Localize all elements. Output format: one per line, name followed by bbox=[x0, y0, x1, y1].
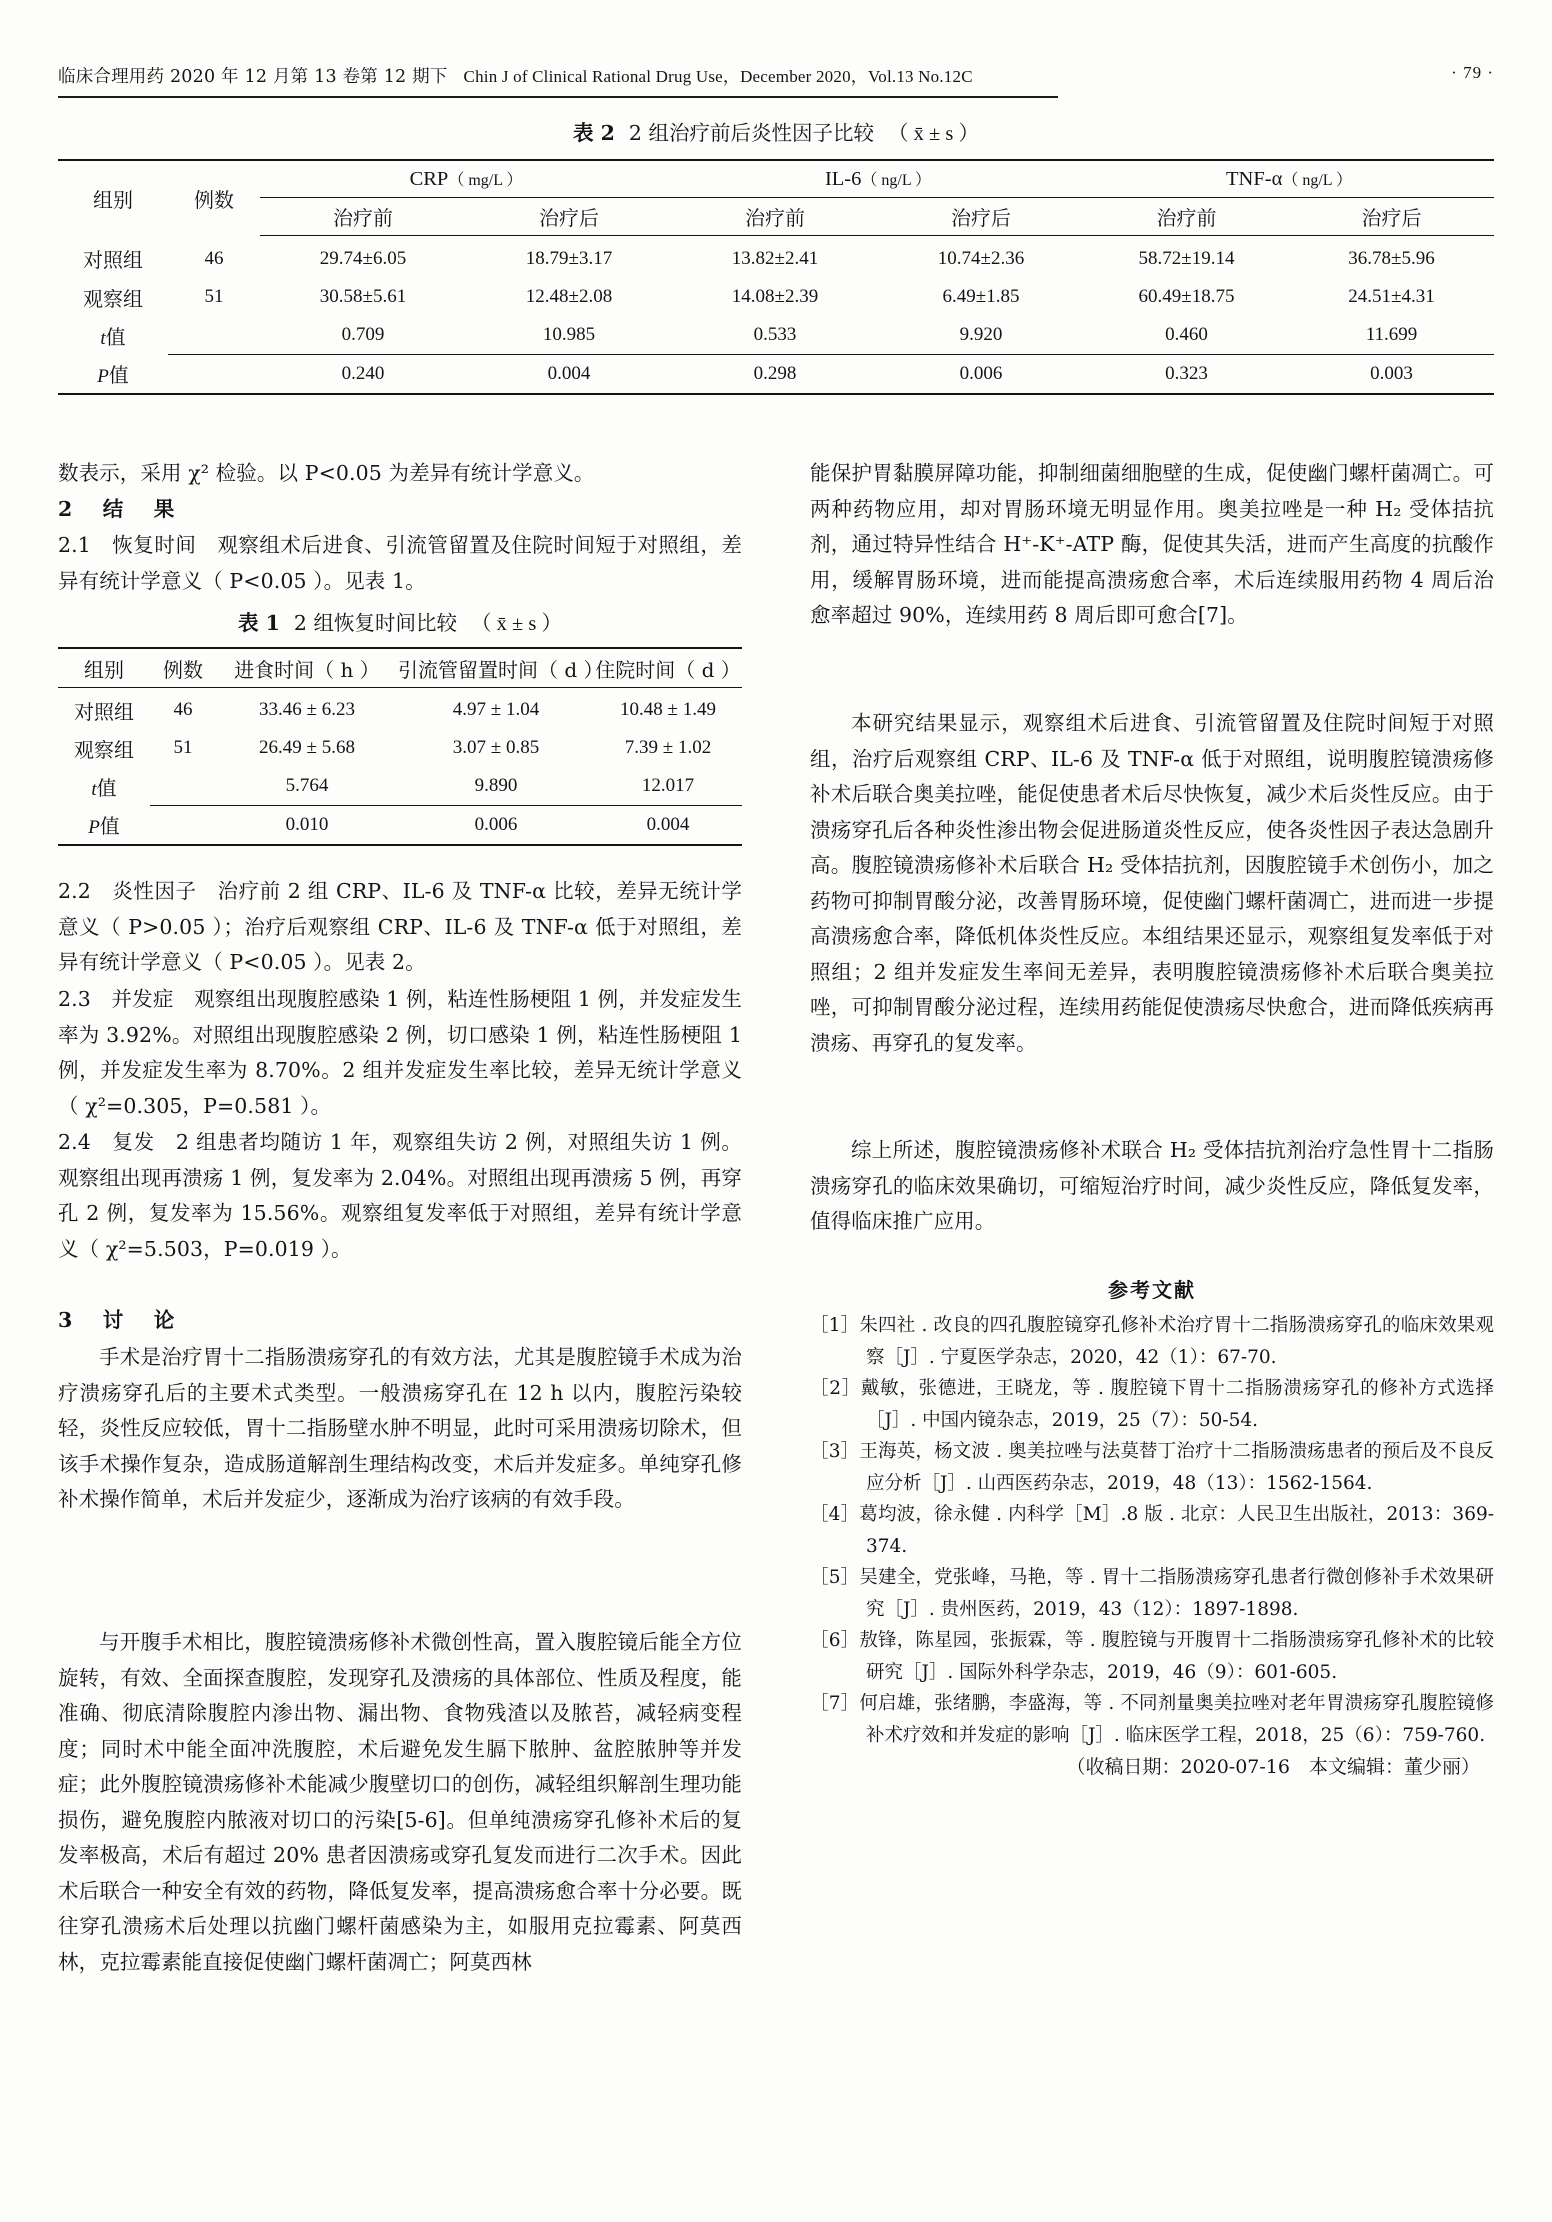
table2-subheader: 治疗前 bbox=[672, 198, 878, 236]
section-2-3: 2.3 并发症 观察组出现腹腔感染 1 例，粘连性肠梗阻 1 例，并发症发生率为 3.92%。对照组出现腹腔感染 2 例，切口感染 1 例，粘连性肠梗阻 1 例，并发症发生率为 8.70%。2 组并发症发生率比较，差异无统计学意义（ χ²=0.305，P=0.581 ）。 bbox=[58, 987, 742, 1118]
table2-stat-cell: 0.003 bbox=[1289, 355, 1494, 395]
table1-header: 例数 bbox=[150, 648, 216, 688]
table1 bbox=[58, 647, 742, 846]
table1-stat-blank bbox=[150, 806, 216, 846]
table1-caption-stat: （ x̄ ± s ） bbox=[470, 613, 562, 635]
reference-item: ［6］敖锋，陈星园，张振霖，等 . 腹腔镜与开腹胃十二指肠溃疡穿孔修补术的比较研究［J］. 国际外科学杂志，2019，46（9）：601-605. bbox=[810, 1630, 1494, 1683]
reference-item: ［2］戴敏，张德进，王晓龙，等 . 腹腔镜下胃十二指肠溃疡穿孔的修补方式选择［J］. 中国内镜杂志，2019，25（7）：50-54. bbox=[810, 1378, 1494, 1431]
discussion-paragraph-1: 手术是治疗胃十二指肠溃疡穿孔的有效方法，尤其是腹腔镜手术成为治疗溃疡穿孔后的主要术式类型。一般溃疡穿孔在 12 h 以内，腹腔污染较轻，炎性反应较低，胃十二指肠壁水肿不明显，此时可采用溃疡切除术，但该手术操作复杂，造成肠道解剖生理结构改变，术后并发症多。单纯穿孔修补术操作简单，术后并发症少，逐渐成为治疗该病的有效手段。 bbox=[58, 1345, 742, 1511]
table1-stat-cell: 12.017 bbox=[594, 767, 742, 806]
table2-subheader: 治疗后 bbox=[878, 198, 1084, 236]
table2-caption-label: 表 2 bbox=[573, 121, 615, 145]
table1-stat-blank bbox=[150, 767, 216, 806]
table2-cell: 14.08±2.39 bbox=[731, 286, 819, 307]
table2-stat-cell: 0.460 bbox=[1084, 316, 1289, 355]
running-head-journal-en: Chin J of Clinical Rational Drug Use，December 2020，Vol.13 No.12C bbox=[463, 67, 973, 86]
table1-row-n: 51 bbox=[173, 737, 193, 758]
table2-stat-cell: 0.533 bbox=[672, 316, 878, 355]
table1-row-n: 46 bbox=[173, 699, 193, 720]
table2-stat-cell: 0.006 bbox=[878, 355, 1084, 395]
table2-header-tnfa: TNF-α（ ng/L ） bbox=[1084, 160, 1494, 198]
table2-container bbox=[58, 118, 1494, 395]
table1-stat-cell: 0.010 bbox=[216, 806, 398, 846]
running-head-journal bbox=[58, 62, 973, 88]
table2-subheader: 治疗前 bbox=[260, 198, 466, 236]
reference-item: ［4］葛均波，徐永健 . 内科学［M］.8 版 . 北京：人民卫生出版社，2013：369-374. bbox=[810, 1504, 1494, 1557]
table2-header-crp: CRP（ mg/L ） bbox=[260, 160, 672, 198]
reference-item: ［5］吴建全，党张峰，马艳，等 . 胃十二指肠溃疡穿孔患者行微创修补手术效果研究［J］. 贵州医药，2019，43（12）：1897-1898. bbox=[810, 1567, 1494, 1620]
table1-stat-cell: 0.006 bbox=[398, 806, 594, 846]
table1-row-label: 观察组 bbox=[74, 737, 134, 762]
reference-item: ［7］何启雄，张绪鹏，李盛海，等 . 不同剂量奥美拉唑对老年胃溃疡穿孔腹腔镜修补术疗效和并发症的影响［J］. 临床医学工程，2018，25（6）：759-760. bbox=[810, 1693, 1494, 1746]
table2-stat-cell: 0.298 bbox=[672, 355, 878, 395]
right-paragraph-1: 能保护胃黏膜屏障功能，抑制细菌细胞壁的生成，促使幽门螺杆菌凋亡。可两种药物应用，却对胃肠环境无明显作用。奥美拉唑是一种 H₂ 受体拮抗剂，通过特异性结合 H⁺-K⁺-ATP 酶，促使其失活，进而产生高度的抗酸作用，缓解胃肠环境，进而能提高溃疡愈合率，术后连续服用药物 4 周后治愈率超过 90%，连续用药 8 周后即可愈合[7]。 bbox=[810, 461, 1494, 627]
methods-tail-paragraph: 数表示，采用 χ² 检验。以 P<0.05 为差异有统计学意义。 bbox=[58, 461, 595, 485]
table2-cell: 30.58±5.61 bbox=[319, 286, 407, 307]
table2-row-label: 对照组 bbox=[83, 248, 143, 273]
table1-header: 组别 bbox=[58, 648, 150, 688]
table2-subheader: 治疗后 bbox=[466, 198, 672, 236]
table-row bbox=[58, 806, 742, 846]
table1-caption-text: 2 组恢复时间比较 bbox=[293, 611, 457, 635]
table2-row-n: 51 bbox=[204, 286, 224, 307]
table1-stat-cell: 9.890 bbox=[398, 767, 594, 806]
table-row bbox=[58, 688, 742, 730]
table1-container bbox=[58, 608, 742, 846]
table2-header-n: 例数 bbox=[168, 160, 260, 236]
table2-stat-label: t值 bbox=[100, 324, 126, 349]
table2-subheader: 治疗前 bbox=[1084, 198, 1289, 236]
table2-cell: 12.48±2.08 bbox=[525, 286, 613, 307]
table1-caption bbox=[58, 608, 742, 639]
reference-item: ［3］王海英，杨文波 . 奥美拉唑与法莫替丁治疗十二指肠溃疡患者的预后及不良反应分析［J］. 山西医药杂志，2019，48（13）：1562-1564. bbox=[810, 1441, 1494, 1494]
table2-cell: 10.74±2.36 bbox=[937, 248, 1025, 269]
references-list bbox=[810, 1310, 1494, 1783]
table2-stat-cell: 9.920 bbox=[878, 316, 1084, 355]
right-paragraph-2: 本研究结果显示，观察组术后进食、引流管留置及住院时间短于对照组，治疗后观察组 CRP、IL-6 及 TNF-α 低于对照组，说明腹腔镜溃疡修补术后联合奥美拉唑，能促使患者术后尽快恢复，减少术后炎性反应。由于溃疡穿孔后各种炎性渗出物会促进肠道炎性反应，使各炎性因子表达急剧升高。腹腔镜溃疡修补术后联合 H₂ 受体拮抗剂，因腹腔镜手术创伤小，加之药物可抑制胃酸分泌，改善胃肠环境，促使幽门螺杆菌凋亡，进而进一步提高溃疡愈合率，降低机体炎性反应。本组结果还显示，观察组复发率低于对照组；2 组并发症发生率间无差异，表明腹腔镜溃疡修补术后联合奥美拉唑，可抑制胃酸分泌过程，连续用药能促使溃疡尽快愈合，进而降低疾病再溃疡、再穿孔的复发率。 bbox=[810, 711, 1494, 1055]
table2-header-sub-row bbox=[58, 198, 1494, 236]
table-row bbox=[58, 236, 1494, 279]
table-row bbox=[58, 316, 1494, 355]
running-head-journal-cn: 临床合理用药 2020 年 12 月第 13 卷第 12 期下 bbox=[58, 67, 448, 87]
table2-header-group-row bbox=[58, 160, 1494, 198]
table1-header: 住院时间（ d ） bbox=[594, 648, 742, 688]
table2-caption bbox=[58, 118, 1494, 149]
table2-stat-cell: 0.004 bbox=[466, 355, 672, 395]
section-2-2: 2.2 炎性因子 治疗前 2 组 CRP、IL-6 及 TNF-α 比较，差异无统计学意义（ P>0.05 ）；治疗后观察组 CRP、IL-6 及 TNF-α 低于对照组，差异有统计学意义（ P<0.05 ）。见表 2。 bbox=[58, 879, 742, 974]
table2-row-n: 46 bbox=[204, 247, 224, 269]
table2-header-il6: IL-6（ ng/L ） bbox=[672, 160, 1084, 198]
table2-stat-cell: 11.699 bbox=[1289, 316, 1494, 355]
table2-stat-label: P值 bbox=[58, 355, 168, 395]
reference-item: ［1］朱四社 . 改良的四孔腹腔镜穿孔修补术治疗胃十二指肠溃疡穿孔的临床效果观察［J］. 宁夏医学杂志，2020，42（1）：67-70. bbox=[810, 1315, 1494, 1368]
table-row bbox=[58, 767, 742, 806]
table2-cell: 13.82±2.41 bbox=[731, 248, 819, 269]
section-2-1: 2.1 恢复时间 观察组术后进食、引流管留置及住院时间短于对照组，差异有统计学意义（ P<0.05 ）。见表 1。 bbox=[58, 533, 742, 593]
table1-cell: 26.49 ± 5.68 bbox=[259, 737, 355, 758]
table1-stat-cell: 0.004 bbox=[594, 806, 742, 846]
discussion-paragraph-2: 与开腹手术相比，腹腔镜溃疡修补术微创性高，置入腹腔镜后能全方位旋转，有效、全面探查腹腔，发现穿孔及溃疡的具体部位、性质及程度，能准确、彻底清除腹腔内渗出物、漏出物、食物残渣以及脓苔，减轻病变程度；同时术中能全面冲洗腹腔，术后避免发生膈下脓肿、盆腔脓肿等并发症；此外腹腔镜溃疡修补术能减少腹壁切口的创伤，减轻组织解剖生理功能损伤，避免腹腔内脓液对切口的污染[5-6]。但单纯溃疡穿孔修补术后的复发率极高，术后有超过 20% 患者因溃疡或穿孔复发而进行二次手术。因此术后联合一种安全有效的药物，降低复发率，提高溃疡愈合率十分必要。既往穿孔溃疡术后处理以抗幽门螺杆菌感染为主，如服用克拉霉素、阿莫西林，克拉霉素能直接促使幽门螺杆菌凋亡；阿莫西林 bbox=[58, 1630, 742, 1974]
table1-header-row bbox=[58, 648, 742, 688]
table-row bbox=[58, 278, 1494, 316]
section-2-4: 2.4 复发 2 组患者均随访 1 年，观察组失访 2 例，对照组失访 1 例。观察组出现再溃疡 1 例，复发率为 2.04%。对照组出现再溃疡 5 例，再穿孔 2 例，复发率为 15.56%。观察组复发率低于对照组，差异有统计学意义（ χ²=5.503，P=0.019 ）。 bbox=[58, 1130, 742, 1261]
table2-subheader: 治疗后 bbox=[1289, 198, 1494, 236]
results-heading: 2 结 果 bbox=[58, 497, 180, 521]
table1-stat-label: P值 bbox=[58, 806, 150, 846]
table2-cell: 18.79±3.17 bbox=[525, 248, 613, 269]
table2-caption-text: 2 组治疗前后炎性因子比较 bbox=[628, 121, 874, 145]
table1-cell: 7.39 ± 1.02 bbox=[624, 737, 712, 758]
page-number: · 79 · bbox=[1451, 63, 1494, 82]
table2-stat-cell: 0.240 bbox=[260, 355, 466, 395]
header-rule bbox=[58, 96, 1058, 98]
table1-cell: 4.97 ± 1.04 bbox=[452, 699, 540, 720]
table2-cell: 24.51±4.31 bbox=[1348, 286, 1435, 307]
table1-stat-label: t值 bbox=[91, 775, 117, 800]
received-date-editor: （收稿日期：2020-07-16 本文编辑：董少丽） bbox=[1066, 1756, 1480, 1778]
table2-cell: 60.49±18.75 bbox=[1138, 286, 1235, 307]
table-row bbox=[58, 729, 742, 767]
table2-cell: 6.49±1.85 bbox=[942, 286, 1020, 307]
table-row bbox=[58, 355, 1494, 395]
table1-header: 引流管留置时间（ d ） bbox=[398, 648, 594, 688]
table1-row-label: 对照组 bbox=[74, 699, 134, 724]
table2-stat-n bbox=[168, 355, 260, 395]
table1-stat-cell: 5.764 bbox=[216, 767, 398, 806]
table1-header: 进食时间（ h ） bbox=[216, 648, 398, 688]
table2-stat-cell: 0.709 bbox=[260, 316, 466, 355]
table2-stat-n bbox=[168, 316, 260, 355]
discussion-heading: 3 讨 论 bbox=[58, 1308, 180, 1332]
table1-caption-label: 表 1 bbox=[238, 611, 280, 635]
references-title: 参考文献 bbox=[1108, 1278, 1196, 1302]
table2-cell: 36.78±5.96 bbox=[1348, 248, 1435, 269]
table2-row-label: 观察组 bbox=[83, 286, 143, 311]
table2-cell: 29.74±6.05 bbox=[319, 248, 407, 269]
table2-header-group: 组别 bbox=[58, 160, 168, 236]
table2 bbox=[58, 159, 1494, 395]
table2-stat-cell: 10.985 bbox=[466, 316, 672, 355]
table2-stat-cell: 0.323 bbox=[1084, 355, 1289, 395]
right-paragraph-3: 综上所述，腹腔镜溃疡修补术联合 H₂ 受体拮抗剂治疗急性胃十二指肠溃疡穿孔的临床效果确切，可缩短治疗时间，减少炎性反应，降低复发率，值得临床推广应用。 bbox=[810, 1138, 1494, 1233]
table1-cell: 33.46 ± 6.23 bbox=[259, 699, 355, 720]
table1-cell: 3.07 ± 0.85 bbox=[452, 737, 540, 758]
table2-cell: 58.72±19.14 bbox=[1138, 248, 1235, 269]
table1-cell: 10.48 ± 1.49 bbox=[620, 699, 716, 720]
table2-caption-stat: （ x̄ ± s ） bbox=[887, 123, 979, 145]
